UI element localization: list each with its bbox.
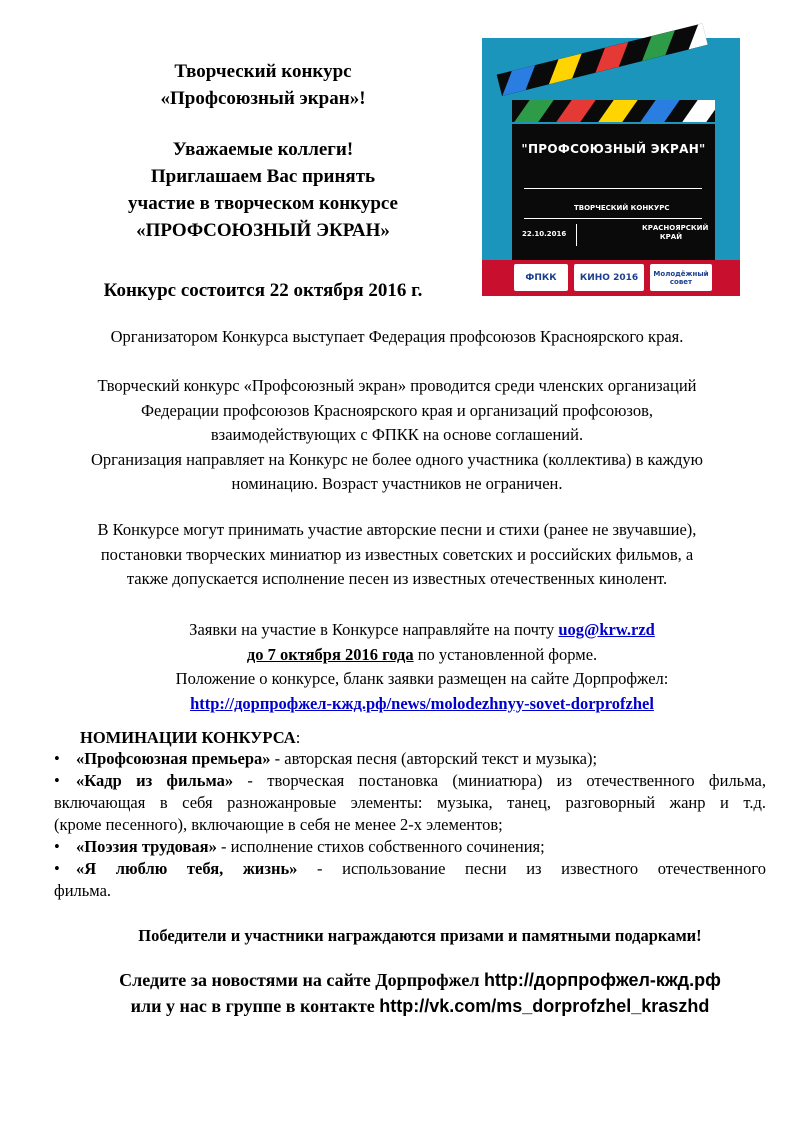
winners-announcement: Победители и участники награждаются призами и памятными подарками! (138, 926, 702, 945)
application-block (90, 618, 754, 716)
clapper-stripe-icon (512, 100, 715, 122)
nomination-name: «Я люблю тебя, жизнь» (76, 859, 298, 878)
poster-logos-bar (482, 260, 740, 296)
deadline-text: до 7 октября 2016 года (246, 644, 414, 664)
nomination-continuation: (кроме песенного), включающие в себя не менее 2-х элементов; (54, 815, 503, 834)
nomination-text: - использование песни из известного отечественного (297, 859, 766, 878)
nomination-continuation: включающая в себя разножанровые элементы: музыка, танец, разговорный жанр и т.д. (54, 793, 766, 812)
nomination-name: «Кадр из фильма» (76, 771, 234, 790)
youth-council-logo: Молодёжный совет (650, 264, 712, 291)
follow-block (40, 967, 794, 1019)
contest-poster-image (482, 38, 740, 296)
allow-line: также допускается исполнение песен из известных отечественных кинолент. (126, 569, 668, 588)
nomination-text: - исполнение стихов собственного сочинения; (216, 837, 545, 856)
nominations-list (54, 748, 766, 902)
nomination-text: - творческая постановка (миниатюра) из отечественного фильма, (233, 771, 766, 790)
desc-line: номинацию. Возраст участников не ограничен. (231, 474, 563, 493)
follow-text: Следите за новостями на сайте Дорпрофжел (119, 970, 484, 990)
email-link[interactable]: uog@krw.rzd (558, 620, 655, 639)
nomination-item (54, 836, 766, 858)
greeting-block (70, 136, 456, 244)
desc-line: Организация направляет на Конкурс не более одного участника (коллектива) в каждую (90, 449, 703, 469)
site-text: Положение о конкурсе, бланк заявки размещен на сайте Дорпрофжел: (175, 669, 669, 688)
bullet-icon: • (54, 749, 60, 768)
desc-line: взаимодействующих с ФПКК на основе соглашений. (210, 425, 584, 444)
fpkk-logo: ФПКК (514, 264, 568, 291)
title-block (70, 58, 456, 112)
participation-paragraph (40, 518, 754, 592)
kino-logo: КИНО 2016 (574, 264, 644, 291)
clapper-stick-icon (497, 23, 708, 96)
greeting-line-3: участие в творческом конкурсе (127, 193, 398, 214)
desc-line: Творческий конкурс «Профсоюзный экран» проводится среди членских организаций (97, 376, 697, 395)
nomination-text: - авторская песня (авторский текст и музыка); (270, 749, 598, 768)
nominations-heading: НОМИНАЦИИ КОНКУРСА: (80, 728, 301, 747)
poster-date: 22.10.2016 (522, 230, 567, 238)
bullet-icon: • (54, 771, 60, 790)
poster-subtitle: ТВОРЧЕСКИЙ КОНКУРС (574, 204, 670, 212)
nomination-item (54, 858, 766, 880)
nomination-continuation: фильма. (54, 881, 112, 900)
poster-region: КРАСНОЯРСКИЙ КРАЙ (642, 224, 709, 241)
nomination-name: «Профсоюзная премьера» (76, 749, 271, 768)
greeting-line-4: «ПРОФСОЮЗНЫЙ ЭКРАН» (136, 220, 390, 241)
title-line-2: «Профсоюзный экран»! (160, 88, 366, 109)
organizer-paragraph: Организатором Конкурса выступает Федерация профсоюзов Красноярского края. (110, 327, 684, 346)
regulation-link[interactable]: http://дорпрофжел-кжд.рф/news/molodezhnyy-sovet-dorprofzhel (190, 693, 654, 713)
description-paragraph (40, 374, 754, 497)
nomination-item (54, 770, 766, 792)
bullet-icon: • (54, 859, 60, 878)
greeting-line-2: Приглашаем Вас принять (150, 166, 376, 187)
allow-line: В Конкурсе могут принимать участие авторские песни и стихи (ранее не звучавшие), (97, 520, 697, 539)
follow-text: или у нас в группе в контакте (130, 996, 380, 1016)
apply-text: Заявки на участие в Конкурсе направляйте на почту (189, 620, 559, 639)
form-text: по установленной форме. (413, 644, 598, 664)
nomination-item (54, 748, 766, 770)
poster-title: "ПРОФСОЮЗНЫЙ ЭКРАН" (521, 142, 706, 156)
site-link[interactable]: http://дорпрофжел-кжд.рф (483, 970, 721, 990)
greeting-line-1: Уважаемые коллеги! (172, 139, 354, 160)
contest-date: Конкурс состоится 22 октября 2016 г. (103, 280, 423, 301)
bullet-icon: • (54, 837, 60, 856)
nomination-name: «Поэзия трудовая» (76, 837, 217, 856)
vk-link[interactable]: http://vk.com/ms_dorprofzhel_kraszhd (379, 996, 710, 1016)
desc-line: Федерации профсоюзов Красноярского края и организаций профсоюзов, (140, 400, 654, 420)
title-line-1: Творческий конкурс (174, 61, 352, 82)
allow-line: постановки творческих миниатюр из известных советских и российских фильмов, а (100, 544, 694, 564)
